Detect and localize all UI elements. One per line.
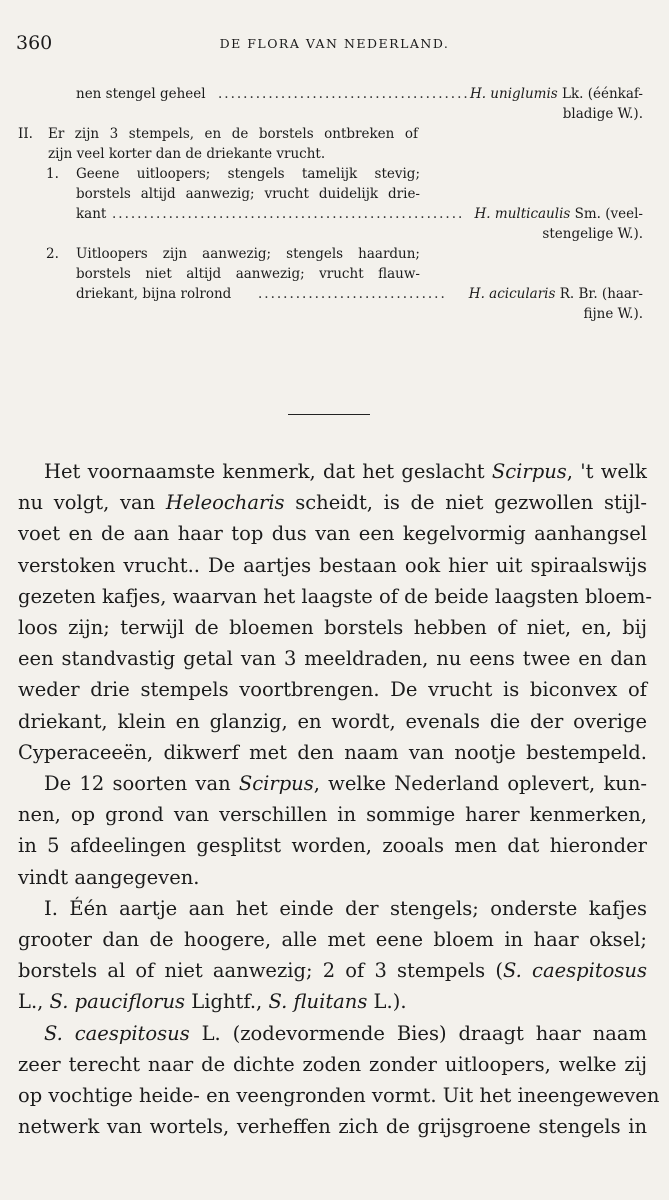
key-line [18, 204, 643, 224]
key-line [18, 284, 643, 304]
text-line: weder drie stempels voortbrengen. De vrucht is biconvex of [18, 678, 647, 702]
species-common-name: stengelige W.). [542, 226, 643, 242]
text-line [18, 1018, 647, 1049]
text-run: L. (zodevormende Bies) draagt haar naam [189, 1021, 648, 1045]
identification-key [18, 84, 643, 324]
text-run: L., [18, 990, 50, 1014]
species-name: S. caespitosus [44, 1021, 190, 1045]
body-text [18, 456, 660, 1142]
text-run: nu volgt, van [18, 491, 166, 515]
text-run: Lightf., [185, 990, 269, 1014]
page-header [16, 32, 653, 56]
text-line: Cyperaceeën, dikwerf met den naam van nootje bestempeld. [18, 740, 647, 764]
key-text: nen stengel geheel [76, 86, 206, 102]
text-line: loos zijn; terwijl de bloemen borstels hebben of niet, en, bij [18, 616, 647, 640]
text-line [18, 955, 647, 986]
species-name: H. multicaulis [474, 206, 571, 222]
item-number: 2. [46, 246, 59, 262]
key-text: borstels niet altijd aanwezig; vrucht flauw- [76, 266, 420, 282]
species-entry [470, 84, 643, 104]
key-line [18, 84, 643, 104]
key-text: driekant, bijna rolrond [76, 286, 232, 302]
text-line: in 5 afdeelingen gesplitst worden, zooals men dat hieronder [18, 834, 647, 858]
text-run: , welke Nederland oplevert, kun- [313, 772, 647, 796]
key-text: Geene uitloopers; stengels tamelijk stevig; [76, 166, 420, 182]
text-run: borstels al of niet aanwezig; 2 of 3 stempels ( [18, 959, 503, 983]
text-line [18, 768, 647, 799]
key-text: kant [76, 206, 107, 222]
text-line [18, 456, 647, 487]
species-name: H. uniglumis [469, 86, 558, 102]
key-line [18, 264, 643, 284]
key-text: borstels altijd aanwezig; vrucht duidelijk drie- [76, 186, 420, 202]
text-line: I. Één aartje aan het einde der stengels; onderste kafjes [44, 896, 647, 920]
key-line [18, 304, 643, 324]
text-line: een standvastig getal van 3 meeldraden, nu eens twee en dan [18, 647, 647, 671]
text-line: gezeten kafjes, waarvan het laagste of de beide laagsten bloem- [18, 584, 653, 608]
page-number: 360 [16, 32, 53, 54]
text-run: L.). [367, 990, 407, 1014]
item-number: 1. [46, 166, 59, 182]
text-run: Het voornaamste kenmerk, dat het geslacht [44, 460, 492, 483]
text-line [18, 986, 647, 1017]
species-name: S. fluitans [268, 990, 368, 1014]
species-entry [469, 284, 643, 304]
species-common-name: fijne W.). [583, 306, 643, 322]
key-text: Uitloopers zijn aanwezig; stengels haardun; [76, 246, 420, 262]
text-line: grooter dan de hoogere, alle met eene bloem in haar oksel; [18, 928, 647, 952]
text-run: De 12 soorten van [44, 772, 239, 796]
species-name: H. acicularis [468, 286, 556, 302]
key-text: zijn veel korter dan de driekante vrucht. [48, 146, 326, 162]
key-text: Er zijn 3 stempels, en de borstels ontbreken of [48, 126, 418, 142]
dot-leader: ........................................................ [112, 206, 465, 222]
dot-leader: ........................................ [218, 86, 470, 102]
key-line [18, 124, 643, 144]
species-author: Lk. (éénkaf- [562, 86, 643, 102]
text-run: , 't welk [566, 460, 648, 483]
text-line: op vochtige heide- en veengronden vormt. Uit het ineengeweven [18, 1084, 660, 1108]
key-line [18, 224, 643, 244]
key-line [18, 104, 643, 124]
text-line: netwerk van wortels, verheffen zich de grijsgroene stengels in [18, 1115, 647, 1139]
genus-name: Scirpus [491, 460, 567, 483]
text-run: scheidt, is de niet gezwollen stijl- [284, 491, 647, 515]
genus-name: Scirpus [238, 772, 314, 796]
key-line [18, 184, 643, 204]
text-line [18, 487, 647, 518]
text-line: verstoken vrucht.. De aartjes bestaan ook hier uit spiraalswijs [18, 553, 647, 577]
dot-leader: .............................. [258, 286, 447, 302]
key-line [18, 144, 643, 164]
species-entry [475, 204, 643, 224]
key-line [18, 244, 643, 264]
text-line: vindt aangegeven. [18, 865, 200, 889]
species-name: S. caespitosus [502, 959, 647, 983]
section-divider [288, 414, 370, 415]
key-line [18, 164, 643, 184]
text-line: voet en de aan haar top dus van een kegelvormig aanhangsel [18, 522, 647, 546]
species-author: Sm. (veel- [574, 206, 643, 222]
text-line: nen, op grond van verschillen in sommige harer kenmerken, [18, 803, 647, 827]
running-title: DE FLORA VAN NEDERLAND. [219, 36, 450, 51]
species-common-name: bladige W.). [562, 106, 643, 122]
text-line: driekant, klein en glanzig, en wordt, evenals die der overige [18, 709, 647, 733]
genus-name: Heleocharis [165, 491, 285, 515]
species-author: R. Br. (haar- [559, 286, 643, 302]
species-name: S. pauciflorus [49, 990, 186, 1014]
text-line: zeer terecht naar de dichte zoden zonder uitloopers, welke zij [18, 1052, 647, 1076]
section-number: II. [18, 126, 33, 142]
